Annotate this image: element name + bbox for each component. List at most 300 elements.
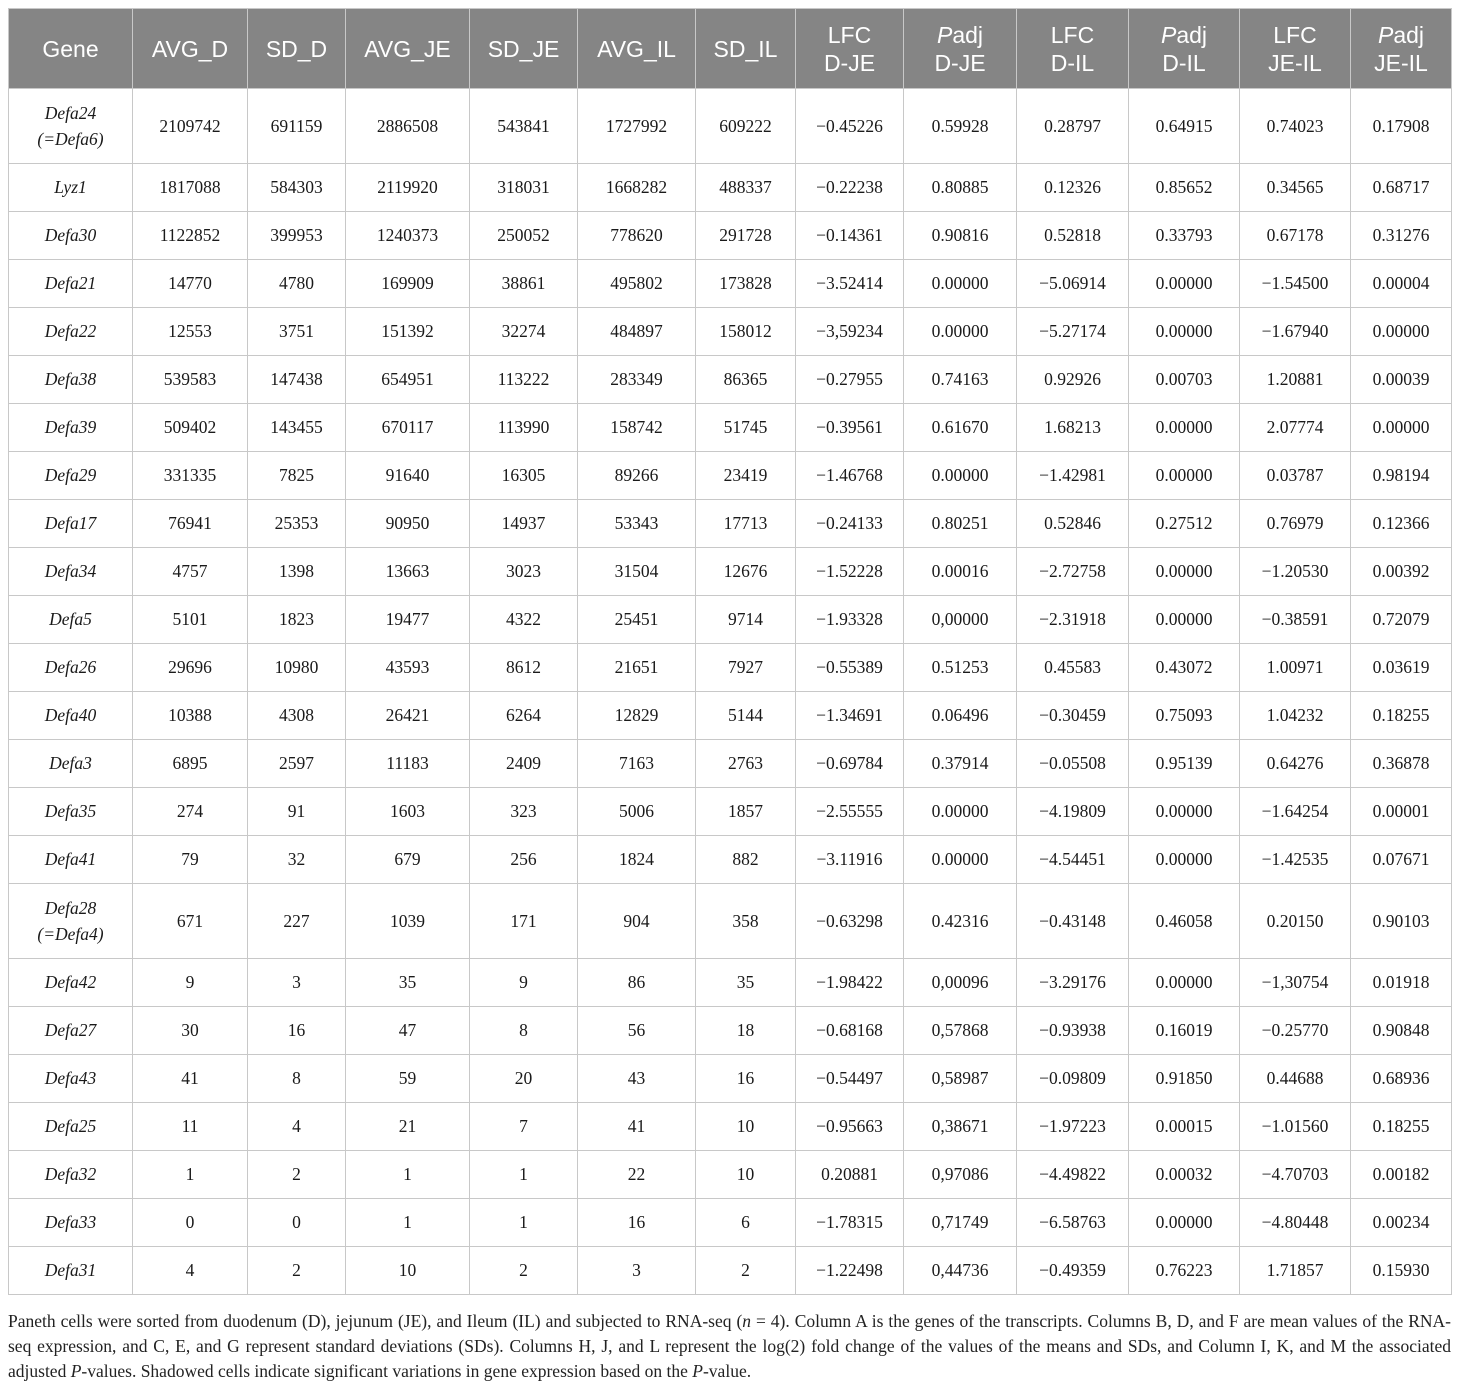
value-cell: 1 xyxy=(346,1151,470,1199)
value-cell: 0,57868 xyxy=(904,1007,1017,1055)
value-cell: −1.34691 xyxy=(796,692,904,740)
value-cell: 0.16019 xyxy=(1129,1007,1240,1055)
value-cell: 5101 xyxy=(133,596,248,644)
table-row xyxy=(9,308,1452,356)
value-cell: 323 xyxy=(470,788,578,836)
value-cell: 113222 xyxy=(470,356,578,404)
caption-text: -values. Shadowed cells indicate significant variations in gene expression based on the xyxy=(81,1361,693,1381)
value-cell: 76941 xyxy=(133,500,248,548)
gene-name: Lyz1 xyxy=(54,177,87,197)
value-cell: 10980 xyxy=(248,644,346,692)
value-cell: −1.98422 xyxy=(796,959,904,1007)
column-header xyxy=(133,9,248,89)
value-cell: −2.31918 xyxy=(1017,596,1129,644)
value-cell: −1.97223 xyxy=(1017,1103,1129,1151)
value-cell: −1.64254 xyxy=(1240,788,1351,836)
column-header xyxy=(346,9,470,89)
value-cell: 0.00000 xyxy=(1129,452,1240,500)
table-row xyxy=(9,356,1452,404)
value-cell: 0.00000 xyxy=(1129,1199,1240,1247)
value-cell: 38861 xyxy=(470,260,578,308)
column-header-line2: D-JE xyxy=(823,49,876,76)
table-row xyxy=(9,692,1452,740)
gene-cell xyxy=(9,548,133,596)
value-cell: 0.00000 xyxy=(1129,308,1240,356)
value-cell: 89266 xyxy=(578,452,696,500)
column-header-line1: SD_D xyxy=(265,35,328,62)
value-cell: 0.00039 xyxy=(1351,356,1452,404)
value-cell: 0.15930 xyxy=(1351,1247,1452,1295)
column-header-line1: Padj xyxy=(1160,21,1208,48)
value-cell: 16305 xyxy=(470,452,578,500)
value-cell: 4 xyxy=(133,1247,248,1295)
value-cell: 318031 xyxy=(470,164,578,212)
value-cell: 11183 xyxy=(346,740,470,788)
value-cell: 11 xyxy=(133,1103,248,1151)
gene-name: Defa17 xyxy=(44,513,97,533)
value-cell: −1.42535 xyxy=(1240,836,1351,884)
value-cell: 0.64915 xyxy=(1129,89,1240,164)
column-header xyxy=(696,9,796,89)
value-cell: 8612 xyxy=(470,644,578,692)
value-cell: 1668282 xyxy=(578,164,696,212)
value-cell: −0.39561 xyxy=(796,404,904,452)
value-cell: 1824 xyxy=(578,836,696,884)
value-cell: 227 xyxy=(248,884,346,959)
value-cell: 0.03619 xyxy=(1351,644,1452,692)
gene-cell xyxy=(9,1007,133,1055)
value-cell: 0.75093 xyxy=(1129,692,1240,740)
column-header xyxy=(1129,9,1240,89)
value-cell: −2.72758 xyxy=(1017,548,1129,596)
value-cell: 16 xyxy=(248,1007,346,1055)
gene-cell xyxy=(9,596,133,644)
value-cell: 5006 xyxy=(578,788,696,836)
value-cell: −4.54451 xyxy=(1017,836,1129,884)
gene-name: Defa3 xyxy=(49,753,92,773)
value-cell: 1 xyxy=(470,1151,578,1199)
value-cell: −3,59234 xyxy=(796,308,904,356)
value-cell: 16 xyxy=(696,1055,796,1103)
value-cell: 0.59928 xyxy=(904,89,1017,164)
value-cell: 169909 xyxy=(346,260,470,308)
gene-cell xyxy=(9,404,133,452)
gene-cell xyxy=(9,959,133,1007)
column-header xyxy=(1351,9,1452,89)
value-cell: 17713 xyxy=(696,500,796,548)
table-row xyxy=(9,884,1452,959)
value-cell: 47 xyxy=(346,1007,470,1055)
value-cell: 283349 xyxy=(578,356,696,404)
value-cell: 509402 xyxy=(133,404,248,452)
value-cell: 1 xyxy=(470,1199,578,1247)
value-cell: 0.80251 xyxy=(904,500,1017,548)
value-cell: −1.46768 xyxy=(796,452,904,500)
value-cell: 4322 xyxy=(470,596,578,644)
value-cell: −5.06914 xyxy=(1017,260,1129,308)
value-cell: 7927 xyxy=(696,644,796,692)
value-cell: 1.68213 xyxy=(1017,404,1129,452)
value-cell: 43593 xyxy=(346,644,470,692)
value-cell: 14770 xyxy=(133,260,248,308)
value-cell: −1.52228 xyxy=(796,548,904,596)
value-cell: 778620 xyxy=(578,212,696,260)
value-cell: 679 xyxy=(346,836,470,884)
value-cell: 0.00234 xyxy=(1351,1199,1452,1247)
value-cell: 19477 xyxy=(346,596,470,644)
value-cell: 0.00015 xyxy=(1129,1103,1240,1151)
value-cell: 2109742 xyxy=(133,89,248,164)
value-cell: 0.00016 xyxy=(904,548,1017,596)
value-cell: 2597 xyxy=(248,740,346,788)
column-header-line1: AVG_JE xyxy=(364,35,451,62)
value-cell: 86 xyxy=(578,959,696,1007)
value-cell: 7 xyxy=(470,1103,578,1151)
value-cell: −5.27174 xyxy=(1017,308,1129,356)
value-cell: 0.74023 xyxy=(1240,89,1351,164)
gene-cell xyxy=(9,500,133,548)
table-row xyxy=(9,404,1452,452)
gene-cell xyxy=(9,1199,133,1247)
value-cell: 26421 xyxy=(346,692,470,740)
column-header-line1: AVG_IL xyxy=(597,35,676,62)
value-cell: 2763 xyxy=(696,740,796,788)
value-cell: 0.90848 xyxy=(1351,1007,1452,1055)
value-cell: 0.85652 xyxy=(1129,164,1240,212)
value-cell: 1039 xyxy=(346,884,470,959)
value-cell: 21651 xyxy=(578,644,696,692)
value-cell: 41 xyxy=(578,1103,696,1151)
value-cell: 13663 xyxy=(346,548,470,596)
value-cell: 35 xyxy=(696,959,796,1007)
value-cell: −0.24133 xyxy=(796,500,904,548)
column-header xyxy=(796,9,904,89)
table-row xyxy=(9,788,1452,836)
value-cell: 0,97086 xyxy=(904,1151,1017,1199)
value-cell: 9714 xyxy=(696,596,796,644)
value-cell: −1.22498 xyxy=(796,1247,904,1295)
value-cell: −0.93938 xyxy=(1017,1007,1129,1055)
value-cell: 609222 xyxy=(696,89,796,164)
value-cell: −4.49822 xyxy=(1017,1151,1129,1199)
value-cell: 113990 xyxy=(470,404,578,452)
gene-cell xyxy=(9,308,133,356)
value-cell: 0.00001 xyxy=(1351,788,1452,836)
value-cell: −0.55389 xyxy=(796,644,904,692)
value-cell: 143455 xyxy=(248,404,346,452)
value-cell: −1.54500 xyxy=(1240,260,1351,308)
value-cell: 670117 xyxy=(346,404,470,452)
value-cell: 0.07671 xyxy=(1351,836,1452,884)
value-cell: 0.42316 xyxy=(904,884,1017,959)
gene-name: Defa43 xyxy=(44,1068,97,1088)
column-header-line1: SD_IL xyxy=(713,35,778,62)
value-cell: 0.36878 xyxy=(1351,740,1452,788)
table-row xyxy=(9,836,1452,884)
gene-name: Defa33 xyxy=(44,1212,97,1232)
value-cell: −0.09809 xyxy=(1017,1055,1129,1103)
gene-name: Defa25 xyxy=(44,1116,97,1136)
value-cell: −0.68168 xyxy=(796,1007,904,1055)
value-cell: 10 xyxy=(346,1247,470,1295)
gene-alias: (=Defa4) xyxy=(37,924,104,944)
gene-cell xyxy=(9,260,133,308)
table-row xyxy=(9,1103,1452,1151)
value-cell: 3023 xyxy=(470,548,578,596)
value-cell: 12829 xyxy=(578,692,696,740)
column-header-line1: AVG_D xyxy=(151,35,229,62)
value-cell: 10 xyxy=(696,1103,796,1151)
value-cell: 8 xyxy=(470,1007,578,1055)
value-cell: 0.80885 xyxy=(904,164,1017,212)
value-cell: 0.92926 xyxy=(1017,356,1129,404)
value-cell: 2409 xyxy=(470,740,578,788)
table-row xyxy=(9,212,1452,260)
value-cell: 9 xyxy=(470,959,578,1007)
value-cell: 8 xyxy=(248,1055,346,1103)
value-cell: 0.95139 xyxy=(1129,740,1240,788)
column-header xyxy=(1017,9,1129,89)
value-cell: −4.70703 xyxy=(1240,1151,1351,1199)
column-header-line1: SD_JE xyxy=(487,35,560,62)
table-row xyxy=(9,959,1452,1007)
value-cell: 0.64276 xyxy=(1240,740,1351,788)
value-cell: 2886508 xyxy=(346,89,470,164)
value-cell: 0,44736 xyxy=(904,1247,1017,1295)
value-cell: 1603 xyxy=(346,788,470,836)
value-cell: 3 xyxy=(248,959,346,1007)
value-cell: 584303 xyxy=(248,164,346,212)
gene-name: Defa38 xyxy=(44,369,97,389)
gene-name: Defa35 xyxy=(44,801,97,821)
gene-name: Defa22 xyxy=(44,321,97,341)
value-cell: 0.33793 xyxy=(1129,212,1240,260)
value-cell: 0.18255 xyxy=(1351,692,1452,740)
value-cell: 0.76979 xyxy=(1240,500,1351,548)
value-cell: 0.43072 xyxy=(1129,644,1240,692)
value-cell: 331335 xyxy=(133,452,248,500)
table-row xyxy=(9,740,1452,788)
value-cell: 0.00000 xyxy=(1351,308,1452,356)
value-cell: 0,00096 xyxy=(904,959,1017,1007)
value-cell: 21 xyxy=(346,1103,470,1151)
value-cell: 691159 xyxy=(248,89,346,164)
value-cell: 274 xyxy=(133,788,248,836)
value-cell: 904 xyxy=(578,884,696,959)
value-cell: 0,00000 xyxy=(904,596,1017,644)
value-cell: 0.68717 xyxy=(1351,164,1452,212)
value-cell: 0.00000 xyxy=(904,788,1017,836)
gene-name: Defa24 xyxy=(44,103,97,123)
value-cell: 0.00000 xyxy=(1129,404,1240,452)
value-cell: 0.52846 xyxy=(1017,500,1129,548)
value-cell: 654951 xyxy=(346,356,470,404)
table-row xyxy=(9,1247,1452,1295)
value-cell: 0.74163 xyxy=(904,356,1017,404)
value-cell: 1398 xyxy=(248,548,346,596)
value-cell: 0.00000 xyxy=(1129,959,1240,1007)
column-header-line1: LFC xyxy=(1050,21,1095,48)
value-cell: 3751 xyxy=(248,308,346,356)
value-cell: 1823 xyxy=(248,596,346,644)
value-cell: −1.93328 xyxy=(796,596,904,644)
value-cell: 539583 xyxy=(133,356,248,404)
gene-cell xyxy=(9,89,133,164)
value-cell: 0.31276 xyxy=(1351,212,1452,260)
caption-text: -value. xyxy=(702,1361,752,1381)
table-row xyxy=(9,89,1452,164)
value-cell: 12676 xyxy=(696,548,796,596)
value-cell: 4780 xyxy=(248,260,346,308)
column-header xyxy=(578,9,696,89)
value-cell: 35 xyxy=(346,959,470,1007)
value-cell: 173828 xyxy=(696,260,796,308)
value-cell: 0.90103 xyxy=(1351,884,1452,959)
table-body xyxy=(9,89,1452,1295)
column-header xyxy=(470,9,578,89)
value-cell: −0.63298 xyxy=(796,884,904,959)
value-cell: 543841 xyxy=(470,89,578,164)
value-cell: 43 xyxy=(578,1055,696,1103)
table-row xyxy=(9,1007,1452,1055)
value-cell: 0.45583 xyxy=(1017,644,1129,692)
value-cell: 0.00000 xyxy=(1351,404,1452,452)
value-cell: −2.55555 xyxy=(796,788,904,836)
value-cell: 0,58987 xyxy=(904,1055,1017,1103)
caption-variable: n xyxy=(742,1311,752,1331)
gene-cell xyxy=(9,836,133,884)
value-cell: 0.00000 xyxy=(1129,548,1240,596)
value-cell: 25451 xyxy=(578,596,696,644)
value-cell: −3.29176 xyxy=(1017,959,1129,1007)
value-cell: −0.22238 xyxy=(796,164,904,212)
value-cell: 0.12326 xyxy=(1017,164,1129,212)
value-cell: −0.43148 xyxy=(1017,884,1129,959)
gene-cell xyxy=(9,1055,133,1103)
value-cell: 6 xyxy=(696,1199,796,1247)
value-cell: 0.90816 xyxy=(904,212,1017,260)
gene-cell xyxy=(9,452,133,500)
value-cell: −3.52414 xyxy=(796,260,904,308)
gene-cell xyxy=(9,788,133,836)
gene-name: Defa27 xyxy=(44,1020,97,1040)
value-cell: 0.00000 xyxy=(904,836,1017,884)
value-cell: 0.01918 xyxy=(1351,959,1452,1007)
value-cell: −0.27955 xyxy=(796,356,904,404)
value-cell: 0.61670 xyxy=(904,404,1017,452)
value-cell: −1,30754 xyxy=(1240,959,1351,1007)
value-cell: 0.72079 xyxy=(1351,596,1452,644)
value-cell: 1.00971 xyxy=(1240,644,1351,692)
gene-cell xyxy=(9,644,133,692)
value-cell: −1.67940 xyxy=(1240,308,1351,356)
value-cell: 4308 xyxy=(248,692,346,740)
table-container xyxy=(8,8,1451,1384)
table-row xyxy=(9,1199,1452,1247)
value-cell: 2119920 xyxy=(346,164,470,212)
value-cell: 0.00000 xyxy=(904,452,1017,500)
value-cell: 0.00000 xyxy=(1129,836,1240,884)
value-cell: −4.80448 xyxy=(1240,1199,1351,1247)
value-cell: 1122852 xyxy=(133,212,248,260)
value-cell: 0.20881 xyxy=(796,1151,904,1199)
value-cell: 91640 xyxy=(346,452,470,500)
value-cell: 0.27512 xyxy=(1129,500,1240,548)
table-header-row xyxy=(9,9,1452,89)
value-cell: 0.44688 xyxy=(1240,1055,1351,1103)
value-cell: 5144 xyxy=(696,692,796,740)
column-header xyxy=(248,9,346,89)
value-cell: 147438 xyxy=(248,356,346,404)
value-cell: 0.28797 xyxy=(1017,89,1129,164)
gene-name: Defa28 xyxy=(44,898,97,918)
value-cell: 1.71857 xyxy=(1240,1247,1351,1295)
value-cell: −4.19809 xyxy=(1017,788,1129,836)
gene-cell xyxy=(9,740,133,788)
value-cell: −1.78315 xyxy=(796,1199,904,1247)
value-cell: 31504 xyxy=(578,548,696,596)
value-cell: 86365 xyxy=(696,356,796,404)
value-cell: 250052 xyxy=(470,212,578,260)
column-header xyxy=(1240,9,1351,89)
value-cell: 1 xyxy=(133,1151,248,1199)
value-cell: 882 xyxy=(696,836,796,884)
value-cell: 671 xyxy=(133,884,248,959)
value-cell: 0.17908 xyxy=(1351,89,1452,164)
value-cell: 0.98194 xyxy=(1351,452,1452,500)
value-cell: 0.51253 xyxy=(904,644,1017,692)
gene-name: Defa32 xyxy=(44,1164,97,1184)
value-cell: 1817088 xyxy=(133,164,248,212)
column-header-line1: Gene xyxy=(42,35,99,62)
gene-cell xyxy=(9,356,133,404)
value-cell: 256 xyxy=(470,836,578,884)
value-cell: 14937 xyxy=(470,500,578,548)
value-cell: 399953 xyxy=(248,212,346,260)
table-row xyxy=(9,644,1452,692)
value-cell: 0.67178 xyxy=(1240,212,1351,260)
value-cell: 0.00000 xyxy=(904,308,1017,356)
value-cell: −0.54497 xyxy=(796,1055,904,1103)
value-cell: 0.03787 xyxy=(1240,452,1351,500)
value-cell: −0.30459 xyxy=(1017,692,1129,740)
value-cell: 53343 xyxy=(578,500,696,548)
value-cell: 488337 xyxy=(696,164,796,212)
value-cell: −6.58763 xyxy=(1017,1199,1129,1247)
caption-variable: P xyxy=(70,1361,82,1381)
value-cell: 7163 xyxy=(578,740,696,788)
value-cell: −0.05508 xyxy=(1017,740,1129,788)
gene-name: Defa42 xyxy=(44,972,97,992)
value-cell: 4757 xyxy=(133,548,248,596)
value-cell: 9 xyxy=(133,959,248,1007)
table-row xyxy=(9,548,1452,596)
value-cell: 0.00004 xyxy=(1351,260,1452,308)
column-header-line2: D-IL xyxy=(1050,49,1095,76)
column-header-line2: JE-IL xyxy=(1268,49,1322,76)
value-cell: 495802 xyxy=(578,260,696,308)
gene-name: Defa41 xyxy=(44,849,97,869)
table-row xyxy=(9,260,1452,308)
gene-name: Defa40 xyxy=(44,705,97,725)
caption-text: Paneth cells were sorted from duodenum (D), jejunum (JE), and Ileum (IL) and subjected to RNA-seq ( xyxy=(8,1311,743,1331)
value-cell: 10 xyxy=(696,1151,796,1199)
value-cell: −1.42981 xyxy=(1017,452,1129,500)
value-cell: 0.00392 xyxy=(1351,548,1452,596)
gene-cell xyxy=(9,212,133,260)
value-cell: 0.12366 xyxy=(1351,500,1452,548)
value-cell: 0.20150 xyxy=(1240,884,1351,959)
